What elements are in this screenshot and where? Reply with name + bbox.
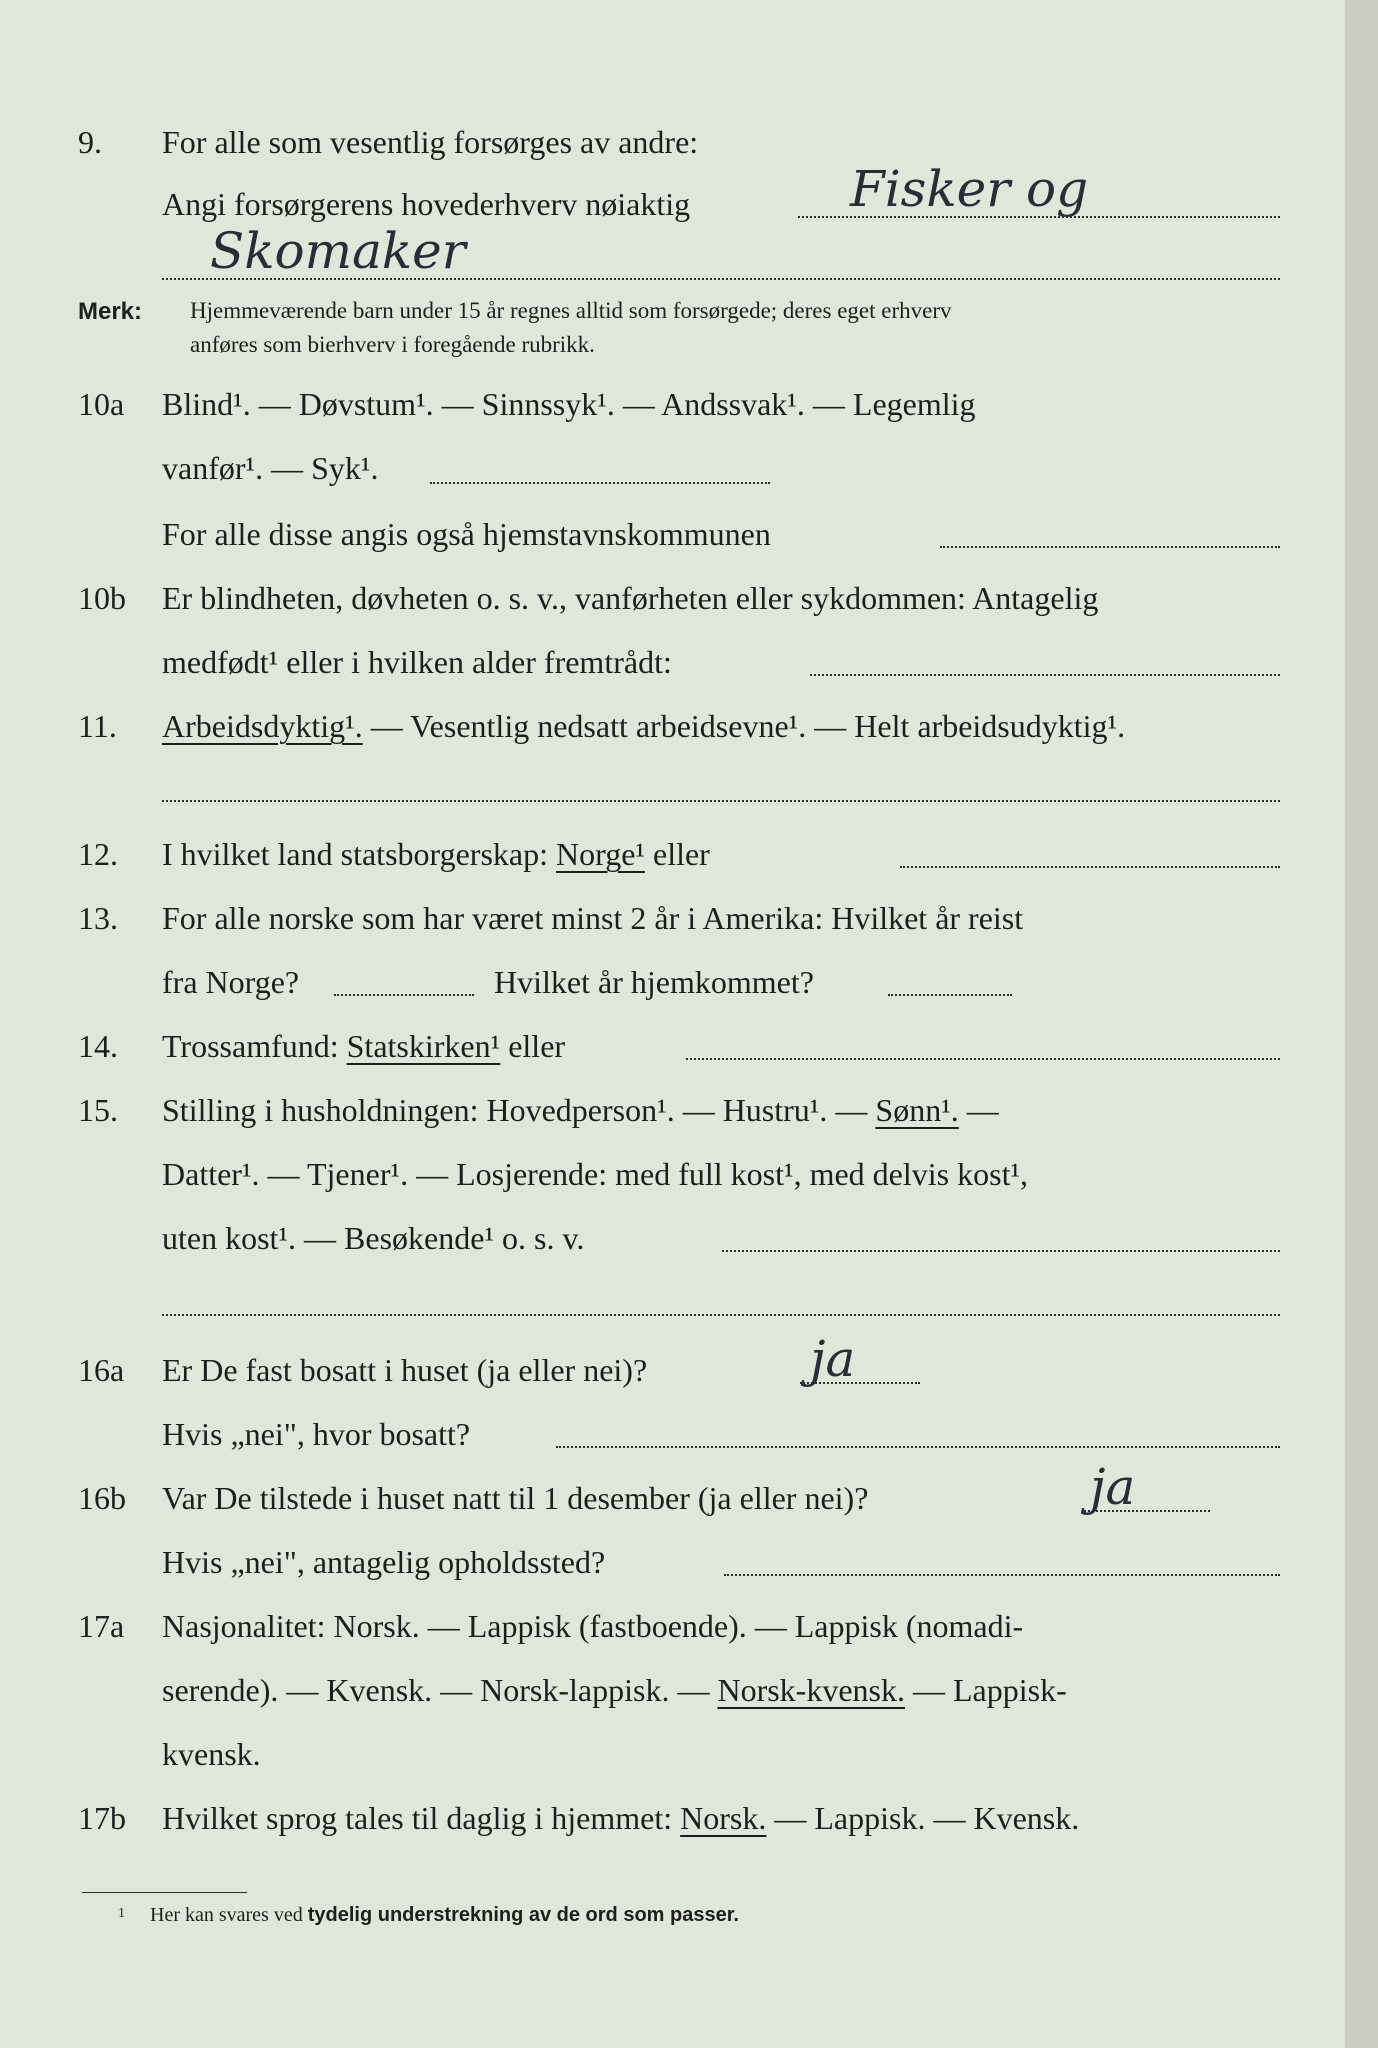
footnote-rule <box>82 1892 247 1893</box>
q17a-line1: Nasjonalitet: Norsk. — Lappisk (fastboende). — Lappisk (nomadi- <box>162 1608 1024 1644</box>
q17a-underlined-option: Norsk-kvensk. <box>717 1672 905 1708</box>
q10a-line2: vanfør¹. — Syk¹. <box>162 450 379 486</box>
q14-line <box>162 1028 565 1065</box>
q10b-answer-line <box>810 674 1280 676</box>
q17a-line3: kvensk. <box>162 1736 261 1772</box>
q10b-line2: medfødt¹ eller i hvilken alder fremtrådt: <box>162 644 672 680</box>
q17b-post: — Lappisk. — Kvensk. <box>766 1800 1080 1836</box>
footnote-plain: Her kan svares ved <box>150 1904 303 1926</box>
q16a-line2: Hvis „nei", hvor bosatt? <box>162 1416 471 1452</box>
merk-line2: anføres som bierhverv i foregående rubrikk. <box>190 332 595 357</box>
q12-line <box>162 836 710 873</box>
q17b-line <box>162 1800 1079 1837</box>
merk-line1: Hjemmeværende barn under 15 år regnes alltid som forsørgede; deres eget erhverv <box>190 298 952 323</box>
q17b-number: 17b <box>78 1800 126 1836</box>
q15-answer-line <box>722 1250 1280 1252</box>
q14-answer-line <box>686 1058 1280 1060</box>
q9-line2: Angi forsørgerens hovederhverv nøiaktig <box>162 186 691 222</box>
q16a-where-line <box>556 1446 1280 1448</box>
q15-line1a: Stilling i husholdningen: Hovedperson¹. — Hustru¹. — <box>162 1092 868 1128</box>
q12-post: eller <box>652 836 710 872</box>
q10a-number: 10a <box>78 386 125 422</box>
q16a-line1: Er De fast bosatt i huset (ja eller nei)? <box>162 1352 648 1388</box>
q16a-number: 16a <box>78 1352 125 1388</box>
q16b-handwritten-answer: ja <box>1090 1458 1136 1516</box>
q14-number: 14. <box>78 1028 118 1064</box>
q13-line1: For alle norske som har været minst 2 år i Amerika: Hvilket år reist <box>162 900 1024 936</box>
q11-number: 11. <box>78 708 117 744</box>
q9-handwritten-answer-b: Skomaker <box>210 222 466 280</box>
q11-line <box>162 708 1125 745</box>
q13-year-returned-line <box>888 994 1012 996</box>
q14-underlined-option: Statskirken¹ <box>346 1028 501 1064</box>
q16b-where-line <box>724 1574 1280 1576</box>
q13-line2b: Hvilket år hjemkommet? <box>494 964 814 1000</box>
q15-line1c: — <box>958 1092 999 1128</box>
q17a-line2a: serende). — Kvensk. — Norsk-lappisk. — <box>162 1672 710 1708</box>
q17b-underlined-option: Norsk. <box>680 1800 767 1836</box>
scan-edge <box>1345 0 1378 2048</box>
q9-line1: For alle som vesentlig forsørges av andre: <box>162 124 699 160</box>
q11-rest: — Vesentlig nedsatt arbeidsevne¹. — Helt arbeidsudyktig¹. <box>362 708 1126 744</box>
q17a-number: 17a <box>78 1608 125 1644</box>
q14-post: eller <box>508 1028 566 1064</box>
q15-answer-line-2 <box>162 1314 1280 1316</box>
footnote-bold: tydelig understrekning av de ord som passer. <box>307 1904 739 1926</box>
q10b-line1: Er blindheten, døvheten o. s. v., vanførheten eller sykdommen: Antagelig <box>162 580 1099 616</box>
footnote-mark: 1 <box>118 1906 125 1921</box>
q15-line3: uten kost¹. — Besøkende¹ o. s. v. <box>162 1220 585 1256</box>
footnote-text <box>150 1904 739 1927</box>
q12-pre: I hvilket land statsborgerskap: <box>162 836 548 872</box>
q15-line1 <box>162 1092 999 1129</box>
q9-handwritten-answer-a: Fisker og <box>850 160 1089 218</box>
q10a-line1: Blind¹. — Døvstum¹. — Sinnssyk¹. — Andssvak¹. — Legemlig <box>162 386 976 422</box>
q10a-answer-line <box>430 482 770 484</box>
q17b-pre: Hvilket sprog tales til daglig i hjemmet: <box>162 1800 673 1836</box>
q15-number: 15. <box>78 1092 118 1128</box>
q16a-handwritten-answer: ja <box>810 1330 856 1388</box>
q10a-line3: For alle disse angis også hjemstavnskommunen <box>162 516 771 552</box>
q11-answer-line <box>162 800 1280 802</box>
q12-answer-line <box>900 866 1280 868</box>
q10b-number: 10b <box>78 580 126 616</box>
q9-number: 9. <box>78 124 102 160</box>
q11-underlined-option: Arbeidsdyktig¹. <box>162 708 363 744</box>
q16b-line1: Var De tilstede i huset natt til 1 desember (ja eller nei)? <box>162 1480 869 1516</box>
q13-number: 13. <box>78 900 118 936</box>
q12-number: 12. <box>78 836 118 872</box>
q17a-line2c: — Lappisk- <box>904 1672 1067 1708</box>
q13-year-left-line <box>334 994 474 996</box>
q16b-number: 16b <box>78 1480 126 1516</box>
q17a-line2 <box>162 1672 1067 1709</box>
q12-underlined-option: Norge¹ <box>556 836 645 872</box>
q13-line2a: fra Norge? <box>162 964 300 1000</box>
q10a-hometown-line <box>940 546 1280 548</box>
q15-underlined-option: Sønn¹. <box>875 1092 959 1128</box>
q15-line2: Datter¹. — Tjener¹. — Losjerende: med full kost¹, med delvis kost¹, <box>162 1156 1029 1192</box>
q16b-line2: Hvis „nei", antagelig opholdssted? <box>162 1544 606 1580</box>
q14-pre: Trossamfund: <box>162 1028 339 1064</box>
merk-label: Merk: <box>78 298 143 325</box>
